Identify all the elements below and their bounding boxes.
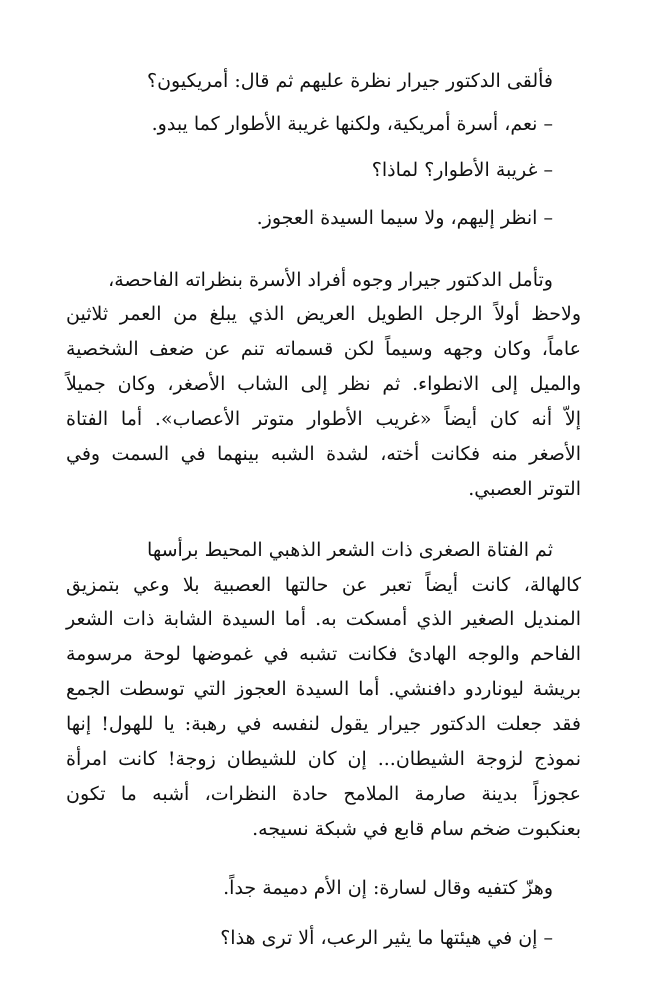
paragraph-line: كالهالة، كانت أيضاً تعبر عن حالتها العصبية بلا وعي بتمزيق <box>66 574 582 596</box>
paragraph-line: بعنكبوت ضخم سام قابع في شبكة نسيجه. <box>252 818 581 840</box>
text-line: وهزّ كتفيه وقال لسارة: إن الأم دميمة جداً. <box>223 877 553 899</box>
dialogue-line: – انظر إليهم، ولا سيما السيدة العجوز. <box>256 207 553 229</box>
paragraph-line: والميل إلى الانطواء. ثم نظر إلى الشاب الأصغر، وكان جميلاً <box>66 373 581 395</box>
paragraph-line: عاماً، وكان وجهه وسيماً لكن قسماته تنم عن ضعف الشخصية <box>66 338 581 360</box>
paragraph-line: ثم الفتاة الصغرى ذات الشعر الذهبي المحيط برأسها <box>147 539 553 561</box>
paragraph-line: إلاّ أنه كان أيضاً «غريب الأطوار متوتر الأعصاب». أما الفتاة <box>66 408 581 430</box>
paragraph-line: نموذج لزوجة الشيطان... إن كان للشيطان زوجة! كانت امرأة <box>66 748 581 770</box>
paragraph-line: الفاحم والوجه الهادئ فكانت تشبه في غموضها لوحة مرسومة <box>66 643 581 665</box>
paragraph-line: بريشة ليوناردو دافنشي. أما السيدة العجوز التي توسطت الجمع <box>66 678 581 700</box>
paragraph-line: الأصغر منه فكانت أخته، لشدة الشبه بينهما في السمت وفي <box>66 443 581 465</box>
paragraph-line: المنديل الصغير الذي أمسكت به. أما السيدة الشابة ذات الشعر <box>66 608 581 630</box>
paragraph-line: عجوزاً بدينة صارمة الملامح حادة النظرات، أشبه ما تكون <box>66 783 581 805</box>
paragraph-line: ولاحظ أولاً الرجل الطويل العريض الذي يبلغ من العمر ثلاثين <box>66 303 581 325</box>
text-line: فألقى الدكتور جيرار نظرة عليهم ثم قال: أمريكيون؟ <box>146 70 553 92</box>
dialogue-line: – إن في هيئتها ما يثير الرعب، ألا ترى هذا؟ <box>220 927 553 949</box>
paragraph-line: وتأمل الدكتور جيرار وجوه أفراد الأسرة بنظراته الفاحصة، <box>108 269 553 291</box>
paragraph-line: التوتر العصبي. <box>468 478 581 500</box>
dialogue-line: – غريبة الأطوار؟ لماذا؟ <box>371 159 553 181</box>
paragraph-line: فقد جعلت الدكتور جيرار يقول لنفسه في رهبة: يا للهول! إنها <box>66 713 581 735</box>
dialogue-line: – نعم، أسرة أمريكية، ولكنها غريبة الأطوار كما يبدو. <box>151 113 553 135</box>
